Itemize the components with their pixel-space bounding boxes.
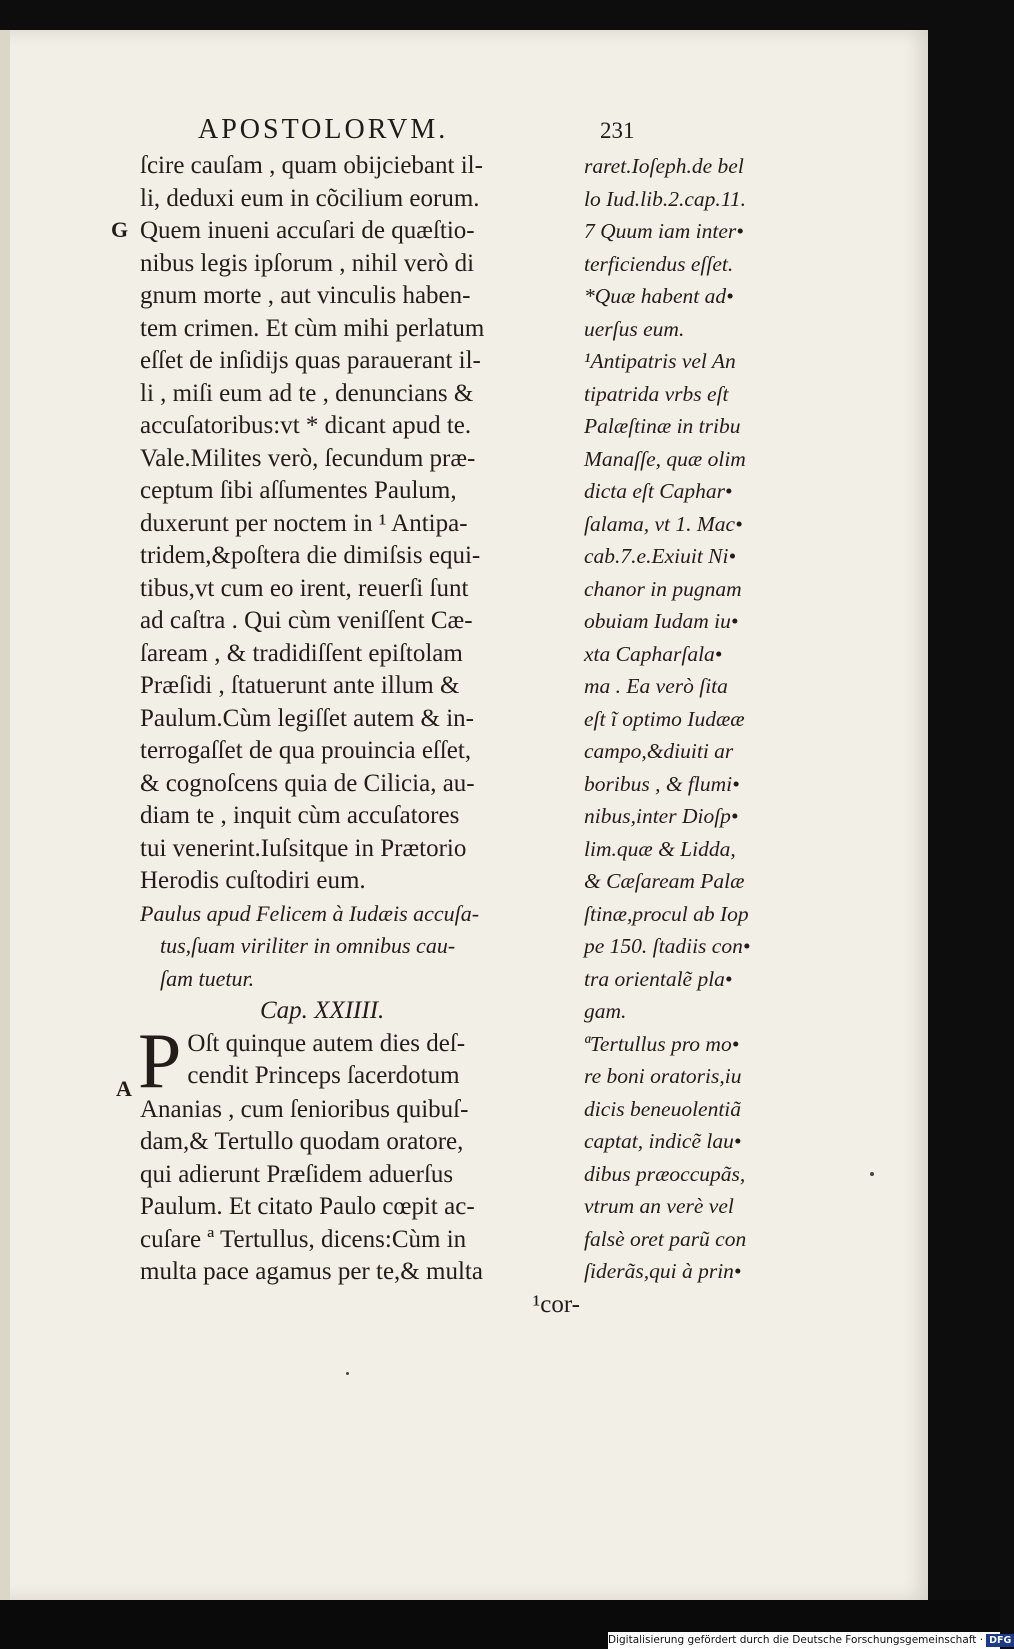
text-line: Oſt quinque autem dies deſ- <box>187 1029 466 1057</box>
side-note-line: ſiderãs,qui à prin• <box>584 1259 742 1283</box>
text-line: tridem,&poſtera die dimiſsis equi- <box>140 542 481 569</box>
text-line: li , miſi eum ad te , denuncians & <box>140 379 474 407</box>
text-line: ad caſtra . Qui cùm veniſſent Cæ- <box>140 607 473 634</box>
chapter-heading: Cap. XXIIII. <box>260 997 385 1024</box>
text-line: & cognoſcens quia de Cilicia, au- <box>140 769 475 797</box>
side-note-line: nibus,inter Dioſp• <box>584 804 739 828</box>
margin-letter-a: A <box>116 1076 132 1101</box>
side-note-line: *Quæ habent ad• <box>584 284 734 308</box>
side-note-line: campo,&diuiti ar <box>584 739 734 763</box>
summary-line: Paulus apud Felicem à Iudæis accuſa- <box>140 900 480 926</box>
side-note-line: ſalama, vt 1. Mac• <box>584 511 743 536</box>
side-note-line: uerſus eum. <box>584 316 685 341</box>
text-line: nibus legis ipſorum , nihil verò di <box>140 249 475 277</box>
dfg-logo: DFG <box>986 1634 1014 1647</box>
running-title: APOSTOLORVM. <box>198 114 449 145</box>
text-line: multa pace agamus per te,& multa <box>140 1258 483 1285</box>
side-note-line: ma . Ea verò ſita <box>584 674 728 698</box>
page-number: 231 <box>600 118 635 143</box>
ink-speck <box>870 1172 874 1176</box>
side-note-line: Manaſſe, quæ olim <box>584 446 746 471</box>
text-line: Paulum.Cùm legiſſet autem & in- <box>140 704 474 732</box>
side-note-line: terficiendus eſſet. <box>584 251 734 276</box>
main-text-column <box>140 150 580 1380</box>
summary-line: tus,ſuam viriliter in omnibus cau- <box>160 933 456 958</box>
side-note-line: dicta eſt Caphar• <box>584 479 733 503</box>
marginal-notes-column <box>584 150 809 1350</box>
text-line: accuſatoribus:vt * dicant apud te. <box>140 412 472 439</box>
text-line: ceptum ſibi aſſumentes Paulum, <box>140 477 457 504</box>
catchword: ¹cor- <box>532 1290 580 1318</box>
text-line: ſcire cauſam , quam obijciebant il- <box>140 152 483 179</box>
text-block-after-dropcap <box>140 1094 580 1289</box>
text-line: Paulum. Et citato Paulo cœpit ac- <box>140 1193 475 1220</box>
credit-text: Digitalisierung gefördert durch die Deutsche Forschungsgemeinschaft · <box>608 1634 984 1646</box>
text-line: Quem inueni accuſari de quæſtio- <box>140 217 475 244</box>
side-note-line: falsè oret parũ con <box>584 1226 747 1251</box>
side-note-line: gam. <box>584 999 627 1023</box>
text-line: eſſet de inſidijs quas parauerant il- <box>140 347 481 374</box>
text-line: cendit Princeps ſacerdotum <box>187 1062 460 1089</box>
side-note-line: cab.7.e.Exiuit Ni• <box>584 544 737 568</box>
text-line: tibus,vt cum eo irent, reuerſi ſunt <box>140 574 469 602</box>
side-note-line: ªTertullus pro mo• <box>584 1031 740 1056</box>
text-line: terrogaſſet de qua prouincia eſſet, <box>140 737 472 764</box>
text-line: Ananias , cum ſenioribus quibuſ- <box>140 1095 469 1123</box>
side-note-line: chanor in pugnam <box>584 576 742 601</box>
chapter-summary <box>140 898 580 996</box>
text-line: tui venerint.Iuſsitque in Prætorio <box>140 834 467 862</box>
side-note-line: raret.Ioſeph.de bel <box>584 154 744 178</box>
side-note-line: dibus præoccupãs, <box>584 1161 746 1186</box>
side-note-line: re boni oratoris,iu <box>584 1064 742 1088</box>
drop-cap: P <box>138 1016 182 1104</box>
ink-speck <box>346 1372 349 1375</box>
text-line: qui adierunt Præſidem aduerſus <box>140 1160 454 1188</box>
text-line: ſaream , & tradidiſſent epiſtolam <box>140 639 463 667</box>
side-note-line: Palæſtinæ in tribu <box>584 414 741 438</box>
side-note-line: lo Iud.lib.2.cap.11. <box>584 186 747 211</box>
text-line: duxerunt per noctem in ¹ Antipa- <box>140 509 468 537</box>
side-note-line: 7 Quum iam inter• <box>584 219 744 243</box>
text-line: Herodis cuſtodiri eum. <box>140 867 366 894</box>
side-note-line: eſt ĩ optimo Iudææ <box>584 706 745 731</box>
text-line: dam,& Tertullo quodam oratore, <box>140 1128 464 1155</box>
side-note-line: pe 150. ſtadiis con• <box>584 934 751 958</box>
text-line: li, deduxi eum in cõcilium eorum. <box>140 184 480 212</box>
digitization-credit <box>608 1632 1012 1649</box>
side-note-line: dicis beneuolentiã <box>584 1096 742 1121</box>
page-edge <box>0 30 10 1600</box>
side-note-line: captat, indicẽ lau• <box>584 1129 742 1153</box>
text-line: tem crimen. Et cùm mihi perlatum <box>140 314 485 342</box>
side-note-line: vtrum an verè vel <box>584 1194 734 1218</box>
text-line: Præſidi , ſtatuerunt ante illum & <box>140 672 460 699</box>
dropcap-paragraph <box>138 1016 580 1104</box>
margin-letter-g: G <box>111 217 129 242</box>
text-line: diam te , inquit cùm accuſatores <box>140 802 460 829</box>
side-note-line: & Cæſaream Palæ <box>584 869 745 893</box>
text-line: Vale.Milites verò, ſecundum præ- <box>140 444 476 472</box>
side-note-line: xta Capharſala• <box>584 641 723 666</box>
side-note-line: obuiam Iudam iu• <box>584 609 739 633</box>
side-note-line: boribus , & flumi• <box>584 771 740 796</box>
side-note-line: ¹Antipatris vel An <box>584 349 736 373</box>
text-line: cuſare ª Tertullus, dicens:Cùm in <box>140 1225 467 1253</box>
side-note-line: tra orientalẽ pla• <box>584 966 733 991</box>
side-note-line: lim.quæ & Lidda, <box>584 836 736 861</box>
summary-line: ſam tuetur. <box>160 965 255 991</box>
text-line: gnum morte , aut vinculis haben- <box>140 282 471 309</box>
side-note-line: tipatrida vrbs eſt <box>584 381 729 406</box>
side-note-line: ſtinæ,procul ab Iop <box>584 901 749 926</box>
text-block-before-heading <box>140 150 580 898</box>
